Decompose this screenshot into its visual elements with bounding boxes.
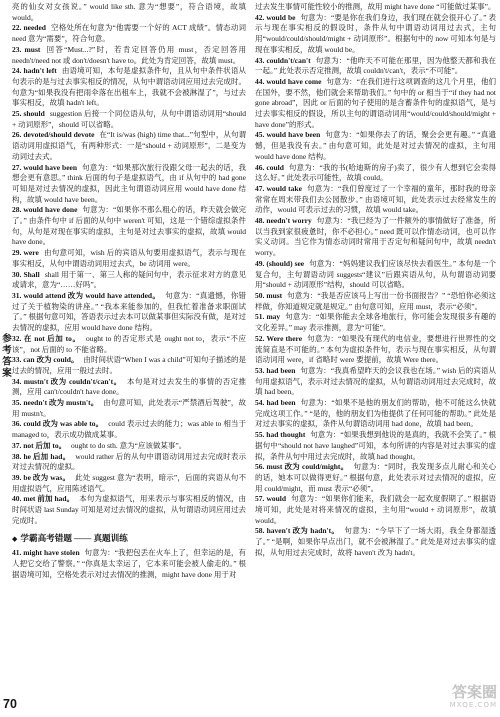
answer-item: [12, 270, 246, 291]
item-explanation: would rather 后的从句中谓语动词用过去完成时表示对过去情况的虚拟。: [12, 451, 246, 472]
right-answer-list: [255, 2, 496, 559]
item-answer: would attend 改为 would have attended。: [23, 290, 161, 300]
item-explanation: 句意为：“如果你不那么粗心的话，昨天就会做完了。” 由条件句中 if 后面的从句中 weren't 可知，这是一个错综虚拟条件句，从句是对现在事实的虚拟，主句是对过去事实的虚拟，故填 would have done。: [12, 205, 246, 247]
item-explanation: 句意为：“我的书(哈迪斯的房子)卖了，很少有人想到它会卖得这么好。” 此处表示可能性，故填 could。: [255, 162, 496, 183]
item-explanation: 由句意可知，此处表示“严禁酒后驾驶”，故用 mustn't。: [12, 398, 246, 418]
answer-item: [12, 334, 246, 355]
item-explanation: 句意为：“如果那次旅行没跟父母一起去的话，我想会更有意思。” think 后面的句子是虚拟语气，由 if 从句中的 had gone 可知是对过去情况的虚拟，因此主句谓语动词应用 would have done 结构，故填 would have been。: [12, 162, 246, 204]
item-answer: needn't 改为 mustn't。: [23, 398, 99, 408]
item-explanation: 本句为虚拟语气，用来表示与事实相反的情况，由时间状语 last Sunday 可知是对过去情况的虚拟，从句谓语动词应用过去完成时。: [12, 494, 246, 525]
answer-item-continued: [12, 2, 246, 23]
answer-item: [255, 291, 496, 312]
left-answer-list-after-header: [12, 548, 246, 580]
right-column: [255, 2, 496, 714]
answer-item: [12, 205, 246, 248]
item-answer: had been: [266, 365, 296, 375]
item-answer: would have done: [23, 205, 78, 215]
answer-item: [12, 398, 246, 419]
item-number: 27.: [12, 162, 22, 172]
item-number: 28.: [12, 205, 22, 215]
watermark-logo-text: 答案圈: [451, 683, 497, 701]
item-number: 51.: [255, 312, 265, 322]
item-explanation: could 表示过去的能力；was able to 相当于 managed to，表示成功做成某事。: [12, 419, 246, 440]
answer-item: [12, 66, 246, 109]
item-explanation: 过去发生事情可能性较小的推测，故用 might have done “可能做过某事”。: [255, 2, 496, 11]
side-tab-label: 参考答案: [0, 333, 11, 379]
answer-item: [12, 45, 246, 66]
item-answer: Were there: [266, 333, 303, 343]
item-explanation: 此处 suggest 意为“表明，暗示”，后面的宾语从句不用虚拟语气，应用陈述语气。: [12, 472, 246, 493]
item-number: 39.: [12, 472, 22, 482]
answer-item: [255, 526, 496, 558]
item-number: 58.: [255, 526, 265, 536]
item-answer: must 改为 could/might。: [266, 462, 349, 472]
answer-item: [12, 291, 246, 334]
item-answer: hadn't left: [23, 66, 57, 76]
answer-item: [255, 259, 496, 291]
item-number: 32.: [12, 333, 22, 343]
item-explanation: 句意为：“在我们进行这项调查的这几个月里，他们在国外，要不然，他们就会来帮助我们。” 句中的 or 相当于“if they had not gone abroad”，因此 or 后面的句子使用的是含蓄条件句的虚拟语气，是与过去事实相反的假设，所以主句的谓语动词用“would/could/should/might + have done”的形式。: [255, 76, 496, 129]
answer-item: [12, 473, 246, 494]
item-answer: (should) see: [266, 258, 305, 268]
item-explanation: 回答“Must...?”时，若肯定回答仍用 must，否定回答用 needn't/need not 或 don't/doesn't have to。此处为肯定回答，故填 must。: [12, 44, 246, 65]
item-explanation: 句意为：“要是你在我们身边，我们现在就会很开心了。” 表示与现在事实相反的假设时，条件从句中谓语动词用过去式，主句用“would/could/should/might + 动词原形”。根据句中的 now 可知本句是与现在事实相反，故填 would be。: [255, 12, 496, 54]
answer-item: [255, 312, 496, 333]
item-number: 22.: [12, 23, 22, 33]
item-number: 31.: [12, 290, 22, 300]
item-answer: met 前加 had。: [23, 494, 75, 504]
item-number: 49.: [255, 258, 265, 268]
answer-item: [12, 377, 246, 398]
item-explanation: 句意为：“妈妈建议我们应该尽快去看医生。” 本句是一个复合句，主句谓语动词 suggests“建议”后跟宾语从句，从句谓语动词要用“should + 动词原形”结构，should 可以省略。: [255, 258, 496, 290]
left-answer-list: [12, 2, 246, 526]
item-number: 41.: [12, 548, 22, 558]
item-number: 56.: [255, 462, 265, 472]
answer-item: [255, 216, 496, 259]
item-number: 29.: [12, 248, 22, 258]
item-answer: be 改为 was。: [23, 472, 71, 482]
item-number: 36.: [12, 419, 22, 429]
diamond-bullet-icon: ◆: [12, 535, 18, 544]
item-explanation: 句意为：“我已经为了一件额外的事情做好了准备，所以当我到家很疲惫时，你不必担心。” need 既可以作情态动词，也可以作实义动词。当它作为情态动词时常用于否定句和疑问句中，故填 needn't worry。: [255, 216, 496, 258]
item-number: 42.: [255, 12, 265, 22]
item-explanation: 由时间状语“When I was a child”可知句子描述的是过去的情况，应用一般过去时。: [12, 355, 246, 375]
item-explanation: 句意为：“同时，我发现多点儿耐心和关心的话，她本可以做得更好。” 根据句意，此处表示对过去情况的虚拟，应用 could/might，而 must 表示“必须”。: [255, 462, 496, 493]
answer-item: [255, 56, 496, 77]
item-answer: had been: [266, 398, 296, 408]
item-answer: would have been: [266, 130, 321, 140]
answer-item: [12, 23, 246, 44]
answer-item: [255, 184, 496, 216]
item-answer: couldn't/can't: [266, 55, 311, 65]
item-number: 35.: [12, 398, 22, 408]
answer-item: [255, 334, 496, 366]
answer-item: [12, 548, 246, 580]
item-number: 52.: [255, 333, 265, 343]
answer-item: [12, 248, 246, 269]
item-answer: not 后加 to。: [23, 440, 67, 450]
item-explanation: 句意为：“他昨天不可能在那里，因为他整天都和我在一起。” 此处表示否定推测，故填 couldn't/can't，表示“不可能”。: [255, 55, 496, 76]
item-number: 23.: [12, 44, 22, 54]
answer-item: [255, 13, 496, 56]
item-answer: can 改为 could。: [23, 355, 79, 365]
page-number: 70: [3, 697, 17, 711]
answer-item: [12, 163, 246, 206]
answer-item: [12, 452, 246, 473]
item-number: 43.: [255, 55, 265, 65]
item-answer: would be: [266, 12, 296, 22]
item-number: 48.: [255, 216, 265, 226]
item-explanation: 句意为：“我把包丢在火车上了，但幸运的是，有人把它交给了警察。” “你真是太幸运了，它本来可能会被人偷走的。” 根据语境可知，空格处表示对过去情况的推测，might have done 用于对: [12, 548, 246, 579]
answer-item: [255, 494, 496, 526]
item-number: 53.: [255, 365, 265, 375]
item-explanation: 句意为：“我真希望昨天的会议我也在场。” wish 后的宾语从句用虚拟语气，表示对过去情况的虚拟，从句谓语动词用过去完成时，故填 had been。: [255, 365, 496, 397]
item-explanation: 空格处所在句意为“他需要一个好的 ACT 成绩”。情态动词 need 意为“需要”，符合句意。: [12, 23, 246, 44]
item-explanation: 句意为：“如果不是他的朋友们的帮助，他不可能这么快就完成这项工作。” “是的，他的朋友们为他提供了任何可能的帮助。” 此处是对过去事实的虚拟，条件从句谓语动词用 had done，故填 had been。: [255, 398, 496, 429]
answer-item: [12, 419, 246, 440]
item-number: 25.: [12, 109, 22, 119]
item-number: 44.: [255, 76, 265, 86]
item-answer: would take: [266, 183, 302, 193]
item-answer: needed: [23, 23, 46, 33]
item-number: 45.: [255, 130, 265, 140]
answer-item: [12, 109, 246, 130]
answer-item: [255, 366, 496, 398]
item-explanation: ought to 的否定形式是 ought not to，表示“不应该”，not 后面的 to 不能省略。: [12, 333, 246, 354]
item-answer: had thought: [266, 430, 306, 440]
item-answer: must: [24, 44, 41, 54]
answer-item: [255, 462, 496, 494]
item-answer: devoted/should devote: [23, 130, 95, 140]
item-answer: would have come: [266, 76, 322, 86]
answer-item: [255, 163, 496, 184]
item-number: 37.: [12, 440, 22, 450]
answer-item: [12, 441, 246, 452]
item-answer: would have been: [23, 162, 78, 172]
item-answer: he 后加 had。: [23, 451, 71, 461]
item-number: 38.: [12, 451, 22, 461]
answer-item: [255, 130, 496, 162]
item-answer: could 改为 was able to。: [23, 419, 104, 429]
item-explanation: 在“It is/was (high) time that...”句型中，从句谓语动词用虚拟语气，有两种形式：一是“should + 动词原形”，二是变为动词过去式。: [12, 130, 246, 161]
item-answer: were: [23, 248, 39, 258]
item-explanation: 句意为：“真遗憾，你错过了关于植物染的讲座。” “我本来能参加的，但我忙着准备求职面试了。” 根据句意可知，答语表示过去本可以做某事但实际没有做，是对过去情况的虚拟，应用 would have done 结构。: [12, 290, 246, 333]
item-explanation: 由语境可知，本句是虚拟条件句，且从句中条件状语从句表示的是与过去事实相反的情况，从句中谓语动词应用过去完成时。句意为“如果我没有把雨伞落在出租车上，我就不会被淋湿了”，与过去事实相反，故填 hadn't left。: [12, 66, 246, 108]
item-answer: needn't worry: [266, 216, 312, 226]
item-answer: could: [266, 162, 284, 172]
item-explanation: 句意为：“如果没有现代的电信业，要想进行世界性的交流简直是不可能的。” 本句为虚拟条件句，表示与现在事实相反，从句谓语动词用 were，if 省略时 were 要提前，故填 Were there。: [255, 333, 496, 365]
item-explanation: 句意为：“如果你能去全球各地旅行，你可能会发现很多有趣的文化差异。” may 表示推测，意为“可能”。: [255, 312, 496, 333]
item-explanation: 句意为：“我是否应该马上写出一份书面报告？” “恐怕你必须这样做，你知道规定就是规定。” 由句意可知，应用 must，表示“必须”。: [255, 290, 496, 311]
item-answer: might have stolen: [23, 548, 80, 558]
item-answer: mustn't 改为 couldn't/can't。: [23, 376, 122, 386]
answer-item-continued: [255, 2, 496, 13]
item-number: 57.: [255, 494, 265, 504]
item-number: 30.: [12, 269, 22, 279]
item-answer: may: [266, 312, 281, 322]
item-answer: would: [266, 494, 287, 504]
item-explanation: 句意为：“如果你去了的话，聚会会更有趣。” “真遗憾，但是我没有去。” 由句意可知，此处是对过去情况的虚拟，主句用 would have done 结构。: [255, 130, 496, 161]
item-number: 46.: [255, 162, 265, 172]
item-explanation: 句意为：“我们曾度过了一个幸福的童年，那时我的母亲常常在周末带我们去公园散步。” 由语境可知，此处表示过去经常发生的动作，would 可表示过去的习惯，故填 would take。: [255, 183, 496, 215]
item-explanation: 亮的仙女对女孩说。” would like sth. 意为“想要”，符合语境，故填 would。: [12, 2, 246, 22]
item-explanation: ought to do sth. 意为“应该做某事”。: [71, 440, 187, 450]
item-answer: haven't 改为 hadn't。: [266, 526, 340, 536]
item-number: 54.: [255, 398, 265, 408]
item-explanation: 句意为：“如果我想到他说的是真的，我就不会笑了。” 根据句中“should not have laughed”可知，本句所讲的内容是对过去事实的虚拟，条件从句中用过去完成时，故填 had thought。: [255, 430, 496, 461]
item-explanation: shall 用于第一、第三人称的疑问句中，表示征求对方的意见或请求，意为“……好吗”。: [12, 269, 246, 290]
watermark-site-text: MXQE.COM: [449, 701, 497, 709]
item-explanation: suggestion 后接一个同位语从句，从句中谓语动词用“should + 动词原形”，should 可以省略。: [12, 109, 246, 129]
answer-item: [255, 77, 496, 131]
item-explanation: 本句是对过去发生的事情的否定推测，应用 can't/couldn't have done。: [12, 376, 246, 397]
section-header: [12, 532, 246, 545]
item-answer: must: [266, 290, 283, 300]
item-number: 50.: [255, 290, 265, 300]
item-answer: should: [23, 109, 45, 119]
item-number: 34.: [12, 376, 22, 386]
answer-item: [12, 130, 246, 162]
item-answer: Shall: [23, 269, 40, 279]
answer-item: [255, 430, 496, 462]
left-column: [12, 2, 246, 690]
answer-item: [12, 355, 246, 376]
answer-item: [12, 494, 246, 526]
item-explanation: 句意为：“今早下了一场大雨，我全身都湿透了。” “是啊，如果你早点出门，就不会被淋湿了。” 此处是对过去事实的虚拟，从句用过去完成时，故将 haven't 改为 hadn't。: [255, 526, 496, 557]
item-number: 24.: [12, 66, 22, 76]
item-number: 47.: [255, 183, 265, 193]
item-answer: 在 not 后加 to。: [23, 333, 81, 343]
section-title: 学霸高考错题 —— 真题训练: [20, 533, 128, 544]
item-explanation: 句意为：“如果你们能来，我们就会一起欢度假期了。” 根据语境可知，此处是对将来情况的虚拟，主句用“would + 动词原形”，故填 would。: [255, 494, 496, 525]
item-number: 40.: [12, 494, 22, 504]
answer-item: [255, 398, 496, 430]
item-number: 26.: [12, 130, 22, 140]
item-number: 33.: [12, 355, 22, 365]
item-explanation: 由句意可知，wish 后的宾语从句要用虚拟语气，表示与现在事实相反，从句中谓语动词用过去式，be 动词用 were。: [12, 248, 246, 268]
item-number: 55.: [255, 430, 265, 440]
